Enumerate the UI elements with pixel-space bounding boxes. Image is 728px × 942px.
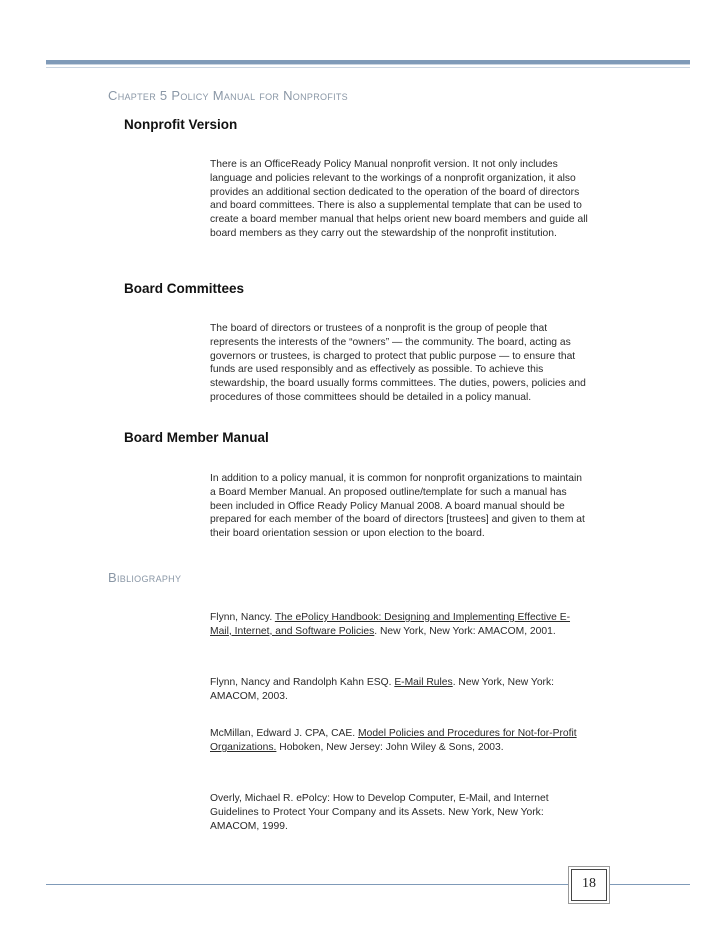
bib-publisher: Hoboken, New Jersey: John Wiley & Sons, 2003.: [276, 741, 504, 753]
bib-author: Flynn, Nancy and Randolph Kahn ESQ.: [210, 677, 395, 688]
section-body-board-member-manual: In addition to a policy manual, it is common for nonprofit organizations to maintain a Board Member Manual. An proposed outline/template for such a manual has been included in Office Ready Policy Manual 2008. A board manual should be prepared for each member of the board of directors [trustees] and given to them at their board orientation session or upon election to the board.: [210, 473, 585, 540]
header-rule: [46, 60, 690, 65]
section-body-board-committees: The board of directors or trustees of a nonprofit is the group of people that represents the interests of the “owners” — the community. The board, acting as governors or trustees, is charged to protect that public purpose — to ensure that funds are used responsibly and as effectively as possible. To achieve this stewardship, the board usually forms committees. The duties, powers, policies and procedures of those committees should be detailed in a policy manual.: [210, 323, 586, 403]
bib-publisher: . New York, New York: AMACOM, 2003.: [210, 677, 554, 702]
bibliography-entry: [210, 727, 580, 755]
bibliography-heading: Bibliography: [108, 570, 182, 585]
bib-title-link: E-Mail Rules: [394, 677, 453, 688]
section-heading-board-committees: Board Committees: [124, 281, 245, 296]
bibliography-entry: [210, 792, 580, 833]
bib-citation: Overly, Michael R. ePolcy: How to Develop Computer, E-Mail, and Internet Guidelines to Protect Your Company and its Assets. New York, New York: AMACOM, 1999.: [210, 793, 549, 832]
bib-title-link: The ePolicy Handbook: Designing and Implementing Effective E-Mail, Internet, and Software Policies: [210, 612, 571, 637]
bibliography-entry: [210, 676, 580, 704]
section-heading-nonprofit-version: Nonprofit Version: [124, 117, 238, 132]
section-heading-board-member-manual: Board Member Manual: [124, 430, 269, 445]
chapter-heading: Chapter 5 Policy Manual for Nonprofits: [108, 88, 348, 103]
page-number: 18: [582, 876, 596, 891]
section-body-nonprofit-version: There is an OfficeReady Policy Manual nonprofit version. It not only includes language and policies relevant to the workings of a nonprofit organization, it also provides an additional section dedicated to the operation of the board of directors and board committees. There is also a supplemental template that can be used to create a board member manual that helps orient new board members and guide all board members as they carry out the stewardship of the nonprofit institution.: [210, 159, 588, 239]
bib-title-link: Model Policies and Procedures for Not-for-Profit Organizations.: [210, 728, 577, 753]
header-rule-thin: [46, 67, 690, 68]
bibliography-entry: [210, 611, 580, 639]
bib-author: Flynn, Nancy.: [210, 612, 275, 623]
page-number-box: [571, 869, 607, 901]
bib-author: McMillan, Edward J. CPA, CAE.: [210, 728, 359, 739]
bib-publisher: . New York, New York: AMACOM, 2001.: [374, 625, 556, 637]
